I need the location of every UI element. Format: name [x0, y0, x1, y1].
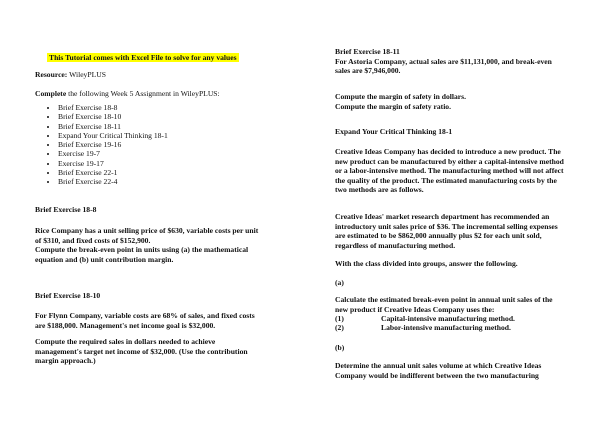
be-18-11-task-a: Compute the margin of safety in dollars. — [335, 92, 466, 101]
be-18-8-body — [35, 226, 263, 264]
item-2-number: (2) — [335, 323, 344, 332]
list-item: • Brief Exercise 22-1 — [58, 168, 168, 177]
list-item: • Exercise 19-17 — [58, 159, 168, 168]
exercise-list — [46, 103, 168, 187]
part-a-question: Calculate the estimated break-even point in annual unit sales of the new product if Creative Ideas Company uses the: — [335, 295, 553, 314]
complete-text: the following Week 5 Assignment in WileyPLUS: — [68, 89, 220, 98]
be-18-10-task: Compute the required sales in dollars needed to achieve management's target net income of $32,000. (Use the contribution margin approach.) — [35, 337, 248, 366]
part-b-question: Determine the annual unit sales volume at which Creative Ideas Company would be indifferent between the two manufacturing — [335, 361, 542, 380]
list-item: • Brief Exercise 19-16 — [58, 140, 168, 149]
be-18-8-task: Compute the break-even point in units using (a) the mathematical equation and (b) unit contribution margin. — [35, 245, 249, 264]
ect-18-1-para-1: Creative Ideas Company has decided to introduce a new product. The new product can be manufactured by either a capital-intensive method or a labor-intensive method. The manufacturing method will not affect the quality of the product. The estimated manufacturing costs by the two methods are as follows. — [335, 147, 564, 195]
resource-label: Resource: — [35, 70, 68, 79]
item-1-number: (1) — [335, 314, 344, 323]
list-item: • Expand Your Critical Thinking 18-1 — [58, 131, 168, 140]
item-1-text: Capital-intensive manufacturing method. — [381, 314, 515, 323]
ect-18-1-heading: Expand Your Critical Thinking 18-1 — [335, 127, 453, 136]
item-2-text: Labor-intensive manufacturing method. — [381, 323, 511, 332]
right-page — [300, 0, 600, 424]
be-18-11-text: For Astoria Company, actual sales are $11,131,000, and break-even sales are $7,946,000. — [335, 56, 552, 76]
part-a-label: (a) — [335, 278, 344, 287]
part-b-label: (b) — [335, 343, 345, 352]
be-18-11-heading: Brief Exercise 18-11 — [335, 47, 400, 56]
complete-label: Complete — [35, 89, 67, 98]
be-18-11-block — [335, 47, 567, 76]
be-18-10-heading: Brief Exercise 18-10 — [35, 291, 101, 300]
ect-18-1-para-3: With the class divided into groups, answer the following. — [335, 259, 518, 268]
be-18-11-task-b: Compute the margin of safety ratio. — [335, 101, 451, 111]
banner-highlight: This Tutorial comes with Excel File to solve for any values — [49, 53, 237, 62]
complete-line — [35, 89, 220, 99]
list-item: • Brief Exercise 18-10 — [58, 112, 168, 121]
resource-value: WileyPLUS — [69, 70, 106, 79]
list-item: • Brief Exercise 18-8 — [58, 103, 168, 112]
list-item: • Exercise 19-7 — [58, 149, 168, 158]
resource-line — [35, 70, 106, 80]
ect-18-1-para-2: Creative Ideas' market research department has recommended an introductory unit sales price of $36. The incremental selling expenses are estimated to be $862,000 annually plus $2 for each unit sold, regardless of manufacturing method. — [335, 212, 558, 250]
be-18-11-tasks — [335, 92, 567, 111]
tutorial-banner — [47, 53, 239, 63]
part-a-item-2 — [335, 323, 511, 333]
be-18-8-text: Rice Company has a unit selling price of $630, variable costs per unit of $310, and fixed costs of $152,900. — [35, 226, 259, 245]
be-18-10-text: For Flynn Company, variable costs are 68% of sales, and fixed costs are $188,000. Management's net income goal is $32,000. — [35, 311, 255, 330]
be-18-8-heading: Brief Exercise 18-8 — [35, 205, 97, 214]
list-item: • Brief Exercise 22-4 — [58, 177, 168, 186]
list-item: • Brief Exercise 18-11 — [58, 122, 168, 131]
